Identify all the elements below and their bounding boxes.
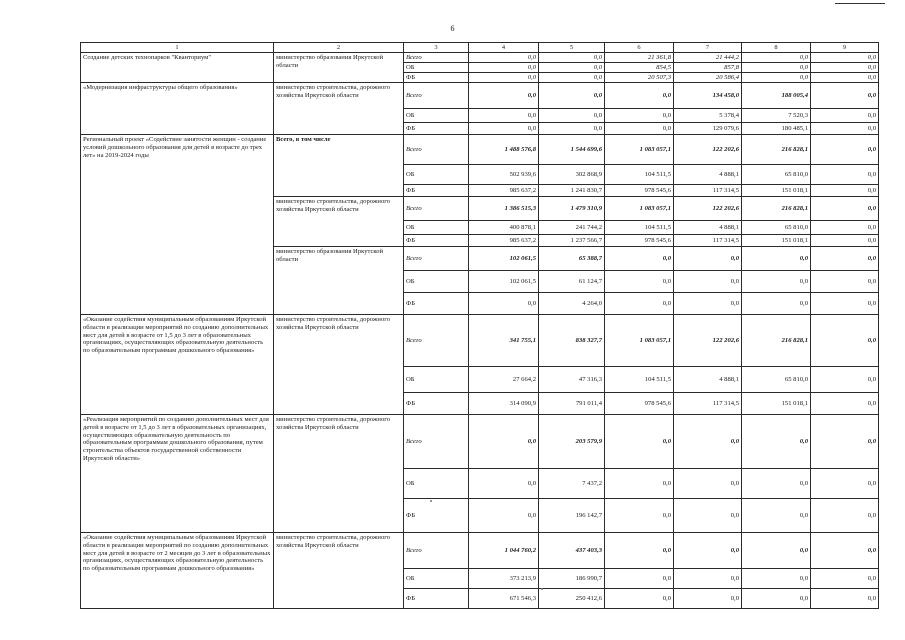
budget-table [80, 42, 879, 609]
funding-source: ОБ [404, 109, 469, 123]
amount-cell: 400 878,1 [469, 221, 539, 235]
amount-cell: 0,0 [539, 63, 605, 73]
amount-cell: 250 412,6 [539, 589, 605, 609]
amount-cell: 0,0 [605, 499, 674, 533]
amount-cell: 4 888,1 [674, 221, 742, 235]
amount-cell: 314 090,9 [469, 393, 539, 415]
amount-cell: 0,0 [674, 469, 742, 499]
amount-cell: 0,0 [811, 63, 879, 73]
amount-cell: 4 888,1 [674, 367, 742, 393]
amount-cell: 854,5 [605, 63, 674, 73]
amount-cell: 0,0 [811, 53, 879, 63]
amount-cell: 1 479 310,9 [539, 197, 605, 221]
amount-cell: 151 018,1 [742, 393, 811, 415]
amount-cell: 117 314,5 [674, 185, 742, 197]
amount-cell: 302 868,9 [539, 165, 605, 185]
column-number: 5 [539, 43, 605, 53]
activity-name: «Реализация мероприятий по созданию дополнительных мест для детей в возрасте от 1,5 до 3 лет в образовательных организациях, осуществляющих образовательную деятельность по образовательным программам дошкольного образования, путем строительства объектов государственной собственности Иркутской области» [81, 415, 274, 533]
funding-source: ОБ [404, 271, 469, 293]
amount-cell: 1 386 515,3 [469, 197, 539, 221]
amount-cell: 65 810,0 [742, 221, 811, 235]
amount-cell: 0,0 [811, 499, 879, 533]
executor: министерство строительства, дорожного хозяйства Иркутской области [274, 83, 404, 135]
amount-cell: 0,0 [811, 415, 879, 469]
amount-cell: 0,0 [674, 499, 742, 533]
amount-cell: 0,0 [811, 109, 879, 123]
amount-cell: 151 018,1 [742, 235, 811, 247]
executor: министерство образования Иркутской области [274, 53, 404, 83]
table-row [81, 315, 879, 367]
amount-cell: 978 545,6 [605, 393, 674, 415]
amount-cell: 0,0 [539, 123, 605, 135]
table-row [81, 83, 879, 109]
amount-cell: 134 458,0 [674, 83, 742, 109]
amount-cell: 0,0 [469, 415, 539, 469]
amount-cell: 0,0 [742, 63, 811, 73]
amount-cell: 1 241 830,7 [539, 185, 605, 197]
amount-cell: 502 939,6 [469, 165, 539, 185]
funding-source: ОБ [404, 367, 469, 393]
column-number: 4 [469, 43, 539, 53]
amount-cell: 0,0 [605, 293, 674, 315]
amount-cell: 0,0 [811, 569, 879, 589]
amount-cell: 0,0 [605, 569, 674, 589]
amount-cell: 0,0 [811, 185, 879, 197]
page-number: 6 [450, 24, 455, 33]
amount-cell: 21 444,2 [674, 53, 742, 63]
funding-source: Всего [404, 415, 469, 469]
executor: министерство строительства, дорожного хозяйства Иркутской области [274, 533, 404, 609]
amount-cell: 0,0 [811, 197, 879, 221]
amount-cell: 104 511,5 [605, 367, 674, 393]
amount-cell: 0,0 [811, 123, 879, 135]
amount-cell: 0,0 [605, 533, 674, 569]
scan-speck [430, 500, 432, 502]
amount-cell: 0,0 [742, 73, 811, 83]
amount-cell: 20 586,4 [674, 73, 742, 83]
amount-cell: 1 083 057,1 [605, 135, 674, 165]
amount-cell: 241 744,2 [539, 221, 605, 235]
executor: министерство образования Иркутской области [274, 247, 404, 315]
amount-cell: 0,0 [742, 469, 811, 499]
table-row [81, 533, 879, 569]
column-number: 3 [404, 43, 469, 53]
funding-source: ФБ [404, 123, 469, 135]
column-number-row [81, 43, 879, 53]
amount-cell: 978 545,6 [605, 185, 674, 197]
column-number: 7 [674, 43, 742, 53]
column-number: 2 [274, 43, 404, 53]
amount-cell: 985 637,2 [469, 235, 539, 247]
amount-cell: 0,0 [811, 235, 879, 247]
funding-source: Всего [404, 135, 469, 165]
amount-cell: 0,0 [742, 569, 811, 589]
activity-name: Региональный проект «Содействие занятости женщин - создание условий дошкольного образования для детей в возрасте до трех лет» на 2019-2024 годы [81, 135, 274, 315]
table-row [81, 415, 879, 469]
amount-cell: 7 520,3 [742, 109, 811, 123]
amount-cell: 1 083 057,1 [605, 315, 674, 367]
amount-cell: 0,0 [674, 247, 742, 271]
amount-cell: 65 810,0 [742, 165, 811, 185]
amount-cell: 0,0 [811, 293, 879, 315]
funding-source: Всего [404, 197, 469, 221]
amount-cell: 117 314,5 [674, 393, 742, 415]
amount-cell: 0,0 [742, 53, 811, 63]
amount-cell: 216 828,1 [742, 197, 811, 221]
amount-cell: 151 018,1 [742, 185, 811, 197]
activity-name: Создание детских технопарков "Кванториум" [81, 53, 274, 83]
funding-source: ФБ [404, 185, 469, 197]
column-number: 6 [605, 43, 674, 53]
amount-cell: 0,0 [742, 247, 811, 271]
amount-cell: 188 005,4 [742, 83, 811, 109]
amount-cell: 0,0 [811, 367, 879, 393]
amount-cell: 0,0 [811, 533, 879, 569]
amount-cell: 0,0 [742, 293, 811, 315]
amount-cell: 7 437,2 [539, 469, 605, 499]
amount-cell: 0,0 [605, 271, 674, 293]
column-number: 1 [81, 43, 274, 53]
header-rule [835, 3, 885, 4]
amount-cell: 0,0 [674, 589, 742, 609]
amount-cell: 0,0 [469, 499, 539, 533]
amount-cell: 1 237 566,7 [539, 235, 605, 247]
amount-cell: 0,0 [674, 415, 742, 469]
amount-cell: 838 327,7 [539, 315, 605, 367]
amount-cell: 0,0 [811, 83, 879, 109]
funding-source: ФБ [404, 73, 469, 83]
amount-cell: 104 511,5 [605, 165, 674, 185]
amount-cell: 978 545,6 [605, 235, 674, 247]
amount-cell: 4 264,0 [539, 293, 605, 315]
amount-cell: 1 083 057,1 [605, 197, 674, 221]
amount-cell: 47 316,3 [539, 367, 605, 393]
amount-cell: 102 061,5 [469, 247, 539, 271]
amount-cell: 0,0 [811, 393, 879, 415]
amount-cell: 0,0 [811, 589, 879, 609]
amount-cell: 0,0 [539, 109, 605, 123]
executor: министерство строительства, дорожного хозяйства Иркутской области [274, 197, 404, 247]
amount-cell: 21 361,8 [605, 53, 674, 63]
amount-cell: 122 202,6 [674, 315, 742, 367]
amount-cell: 0,0 [811, 247, 879, 271]
funding-source: ФБ [404, 235, 469, 247]
amount-cell: 102 061,5 [469, 271, 539, 293]
amount-cell: 27 664,2 [469, 367, 539, 393]
amount-cell: 0,0 [674, 533, 742, 569]
amount-cell: 0,0 [605, 83, 674, 109]
amount-cell: 216 828,1 [742, 135, 811, 165]
amount-cell: 4 888,1 [674, 165, 742, 185]
amount-cell: 0,0 [742, 589, 811, 609]
funding-source: Всего [404, 533, 469, 569]
amount-cell: 0,0 [469, 63, 539, 73]
funding-source: Всего [404, 83, 469, 109]
activity-name: «Оказание содействия муниципальным образованиям Иркутской области в реализации мероприятий по созданию дополнительных мест для детей в возрасте от 2 месяцев до 3 лет в образовательных организациях, осуществляющих образовательную деятельность по образовательным программам дошкольного образования» [81, 533, 274, 609]
amount-cell: 1 044 760,2 [469, 533, 539, 569]
amount-cell: 0,0 [811, 315, 879, 367]
amount-cell: 122 202,6 [674, 197, 742, 221]
amount-cell: 0,0 [605, 123, 674, 135]
table-row [81, 53, 879, 63]
scan-speck [541, 588, 543, 590]
funding-source: ОБ [404, 469, 469, 499]
amount-cell: 0,0 [539, 83, 605, 109]
amount-cell: 0,0 [742, 499, 811, 533]
amount-cell: 0,0 [674, 569, 742, 589]
amount-cell: 985 637,2 [469, 185, 539, 197]
amount-cell: 0,0 [469, 293, 539, 315]
amount-cell: 117 314,5 [674, 235, 742, 247]
amount-cell: 857,8 [674, 63, 742, 73]
amount-cell: 61 124,7 [539, 271, 605, 293]
amount-cell: 0,0 [742, 271, 811, 293]
executor: Всего, в том числе [274, 135, 404, 197]
amount-cell: 0,0 [469, 53, 539, 63]
amount-cell: 791 011,4 [539, 393, 605, 415]
amount-cell: 373 213,9 [469, 569, 539, 589]
activity-name: «Модернизация инфраструктуры общего образования» [81, 83, 274, 135]
amount-cell: 0,0 [469, 123, 539, 135]
funding-source: ФБ [404, 393, 469, 415]
amount-cell: 341 755,1 [469, 315, 539, 367]
amount-cell: 0,0 [742, 533, 811, 569]
amount-cell: 0,0 [674, 271, 742, 293]
funding-source: ФБ [404, 589, 469, 609]
amount-cell: 0,0 [469, 73, 539, 83]
amount-cell: 0,0 [605, 469, 674, 499]
amount-cell: 0,0 [811, 135, 879, 165]
executor: министерство строительства, дорожного хозяйства Иркутской области [274, 415, 404, 533]
amount-cell: 0,0 [811, 165, 879, 185]
amount-cell: 0,0 [539, 53, 605, 63]
activity-name: «Оказание содействия муниципальным образованиям Иркутской области в реализации мероприятий по созданию дополнительных мест для детей в возрасте от 1,5 до 3 лет в образовательных организациях, осуществляющих образовательную деятельность по образовательным программам дошкольного образования» [81, 315, 274, 415]
amount-cell: 0,0 [811, 221, 879, 235]
funding-source: ОБ [404, 569, 469, 589]
amount-cell: 1 544 699,6 [539, 135, 605, 165]
amount-cell: 0,0 [469, 109, 539, 123]
amount-cell: 20 507,3 [605, 73, 674, 83]
amount-cell: 0,0 [605, 415, 674, 469]
amount-cell: 0,0 [742, 415, 811, 469]
amount-cell: 65 810,0 [742, 367, 811, 393]
funding-source: Всего [404, 315, 469, 367]
funding-source: ФБ [404, 293, 469, 315]
amount-cell: 0,0 [605, 109, 674, 123]
amount-cell: 437 403,3 [539, 533, 605, 569]
amount-cell: 104 511,5 [605, 221, 674, 235]
amount-cell: 180 485,1 [742, 123, 811, 135]
amount-cell: 216 828,1 [742, 315, 811, 367]
amount-cell: 671 546,3 [469, 589, 539, 609]
amount-cell: 5 378,4 [674, 109, 742, 123]
amount-cell: 0,0 [674, 293, 742, 315]
funding-source: ОБ [404, 221, 469, 235]
amount-cell: 0,0 [539, 73, 605, 83]
amount-cell: 0,0 [469, 469, 539, 499]
amount-cell: 0,0 [811, 73, 879, 83]
amount-cell: 0,0 [469, 83, 539, 109]
amount-cell: 0,0 [811, 271, 879, 293]
amount-cell: 1 488 576,8 [469, 135, 539, 165]
executor: министерство строительства, дорожного хозяйства Иркутской области [274, 315, 404, 415]
amount-cell: 0,0 [605, 247, 674, 271]
amount-cell: 0,0 [811, 469, 879, 499]
amount-cell: 0,0 [605, 589, 674, 609]
amount-cell: 122 202,6 [674, 135, 742, 165]
funding-source: Всего [404, 53, 469, 63]
table-row [81, 135, 879, 165]
amount-cell: 65 388,7 [539, 247, 605, 271]
column-number: 9 [811, 43, 879, 53]
amount-cell: 129 079,6 [674, 123, 742, 135]
funding-source: Всего [404, 247, 469, 271]
funding-source: ОБ [404, 63, 469, 73]
column-number: 8 [742, 43, 811, 53]
amount-cell: 186 990,7 [539, 569, 605, 589]
funding-source: ОБ [404, 165, 469, 185]
funding-source: ФБ [404, 499, 469, 533]
amount-cell: 196 142,7 [539, 499, 605, 533]
amount-cell: 203 579,9 [539, 415, 605, 469]
